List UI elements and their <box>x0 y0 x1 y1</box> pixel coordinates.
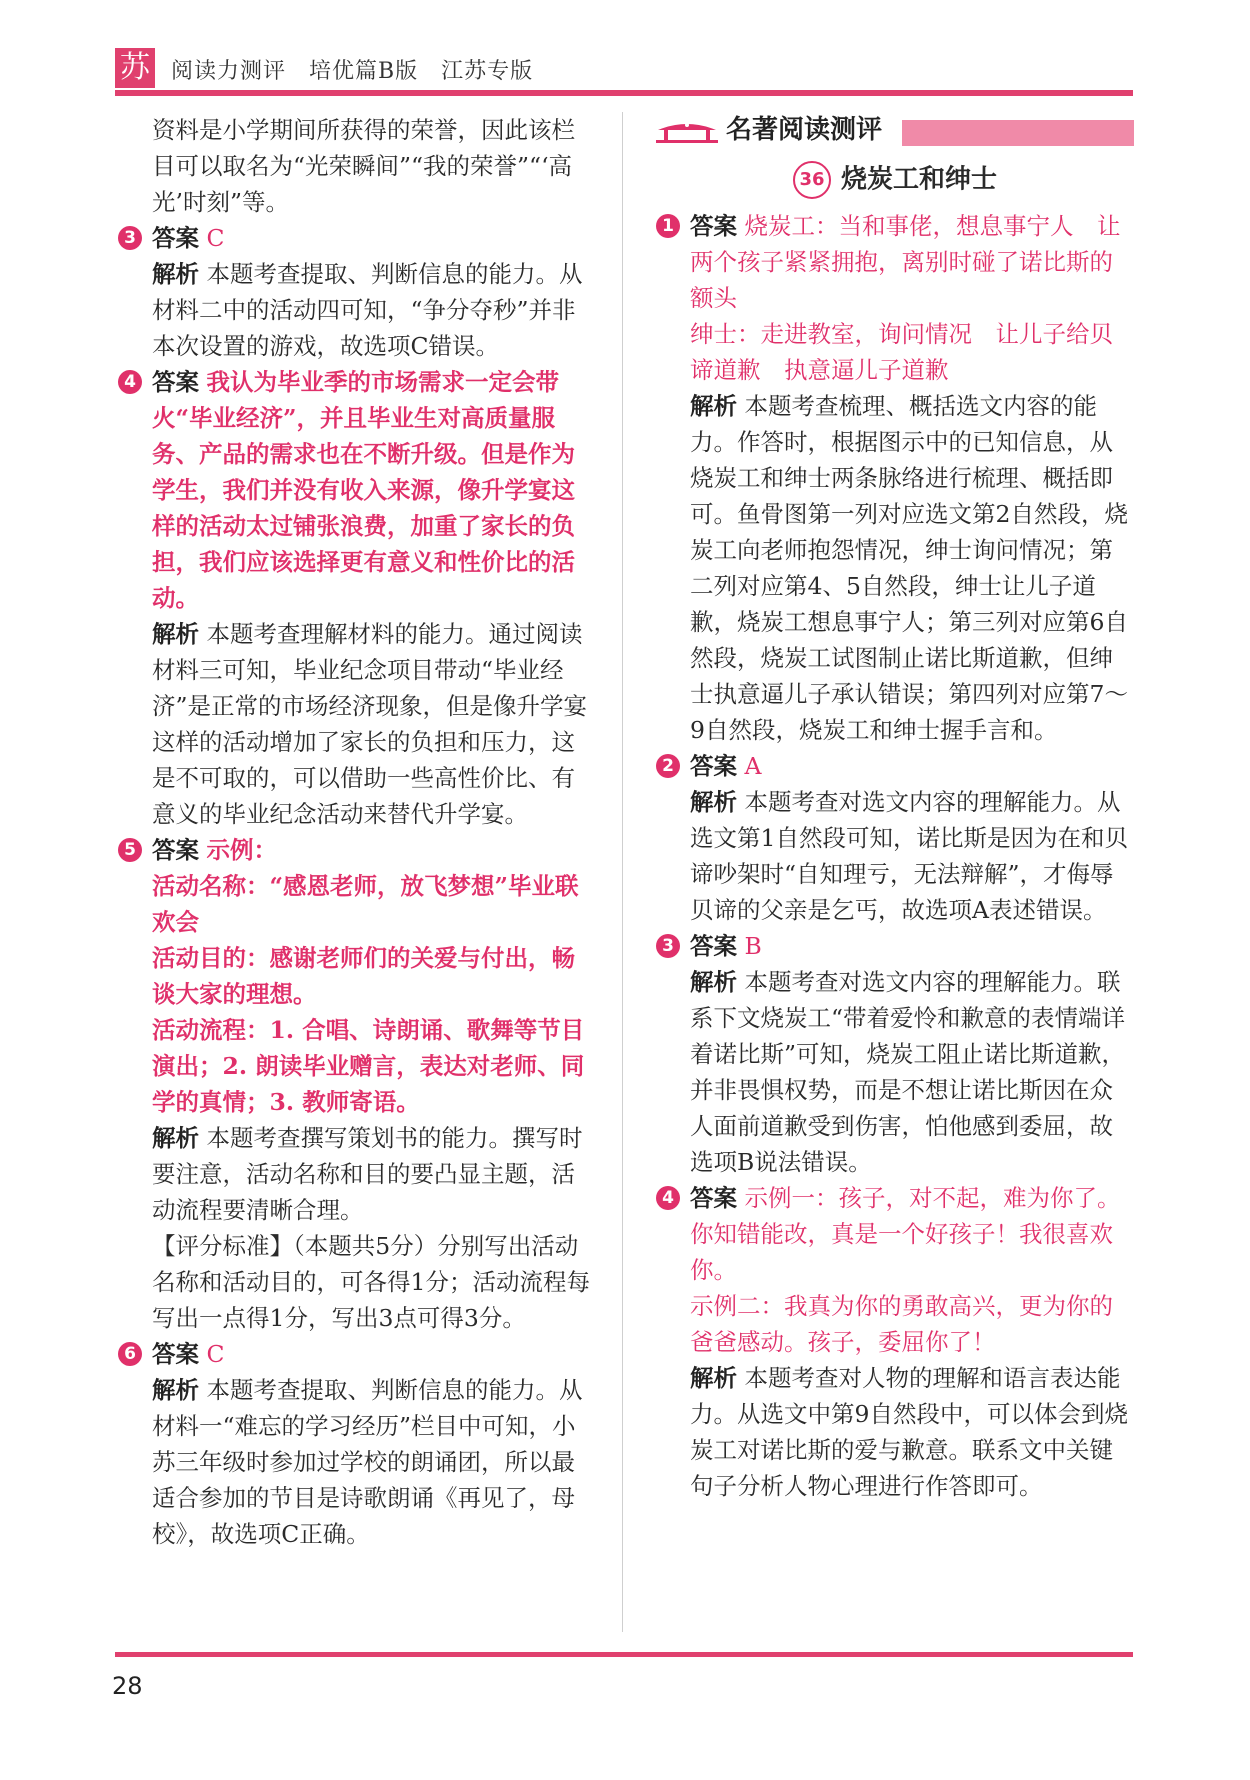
question-6-left <box>118 1336 593 1552</box>
answer-label: 答案 <box>690 752 737 780</box>
analysis-text: 本题考查对人物的理解和语言表达能力。从选文中第9自然段中，可以体会到烧炭工对诺比斯的爱与歉意。联系文中关键句子分析人物心理进行作答即可。 <box>690 1364 1128 1500</box>
question-4-left <box>118 364 593 832</box>
scoring-criteria: 【评分标准】（本题共5分）分别写出活动名称和活动目的，可各得1分；活动流程每写出一点得1分，写出3点可得3分。 <box>152 1232 590 1332</box>
question-number: 4 <box>118 370 142 394</box>
answer-text: 示例一：孩子，对不起，难为你了。你知错能改，真是一个好孩子！我很喜欢你。 <box>690 1184 1121 1284</box>
answer-label: 答案 <box>690 212 737 240</box>
analysis-label: 解析 <box>690 968 737 996</box>
question-number: 1 <box>656 214 680 238</box>
lesson-header <box>656 160 1134 202</box>
analysis-label: 解析 <box>690 1364 737 1392</box>
analysis-text: 本题考查对选文内容的理解能力。联系下文烧炭工“带着爱怜和歉意的表情端详着诺比斯”可知，烧炭工阻止诺比斯道歉，并非畏惧权势，而是不想让诺比斯因在众人面前道歉受到伤害，怕他感到委屈，故选项B说法错误。 <box>690 968 1126 1176</box>
analysis-text: 本题考查理解材料的能力。通过阅读材料三可知，毕业纪念项目带动“毕业经济”是正常的市场经济现象，但是像升学宴这样的活动增加了家长的负担和压力，这是不可取的，可以借助一些高性价比、有意义的毕业纪念活动来替代升学宴。 <box>152 620 588 828</box>
answer-text: 烧炭工：当和事佬，想息事宁人 让两个孩子紧紧拥抱，离别时碰了诺比斯的额头 <box>690 212 1121 312</box>
lesson-title: 烧炭工和绅士 <box>840 164 997 195</box>
analysis-label: 解析 <box>152 260 199 288</box>
answer-text: B <box>744 932 762 960</box>
header-rule <box>115 90 1133 96</box>
question-4-right <box>656 1180 1134 1504</box>
analysis-text: 本题考查梳理、概括选文内容的能力。作答时，根据图示中的已知信息，从烧炭工和绅士两条脉络进行梳理、概括即可。鱼骨图第一列对应选文第2自然段，烧炭工向老师抱怨情况，绅士询问情况；第二列对应第4、5自然段，绅士让儿子道歉，烧炭工想息事宁人；第三列对应第6自然段，烧炭工试图制止诺比斯道歉，但绅士执意逼儿子承认错误；第四列对应第7～9自然段，烧炭工和绅士握手言和。 <box>690 392 1128 744</box>
page-number: 28 <box>112 1672 143 1700</box>
question-5-left <box>118 832 593 1336</box>
section-header <box>656 112 1134 156</box>
question-3-right <box>656 928 1134 1180</box>
intro-text: 资料是小学期间所获得的荣誉，因此该栏目可以取名为“光荣瞬间”“我的荣誉”“‘高光’时刻”等。 <box>152 116 575 216</box>
answer-text: A <box>744 752 762 780</box>
answer-line: 活动名称：“感恩老师，放飞梦想”毕业联欢会 <box>152 872 579 936</box>
right-column <box>656 112 1134 1504</box>
answer-text: 绅士：走进教室，询问情况 让儿子给贝谛道歉 执意逼儿子道歉 <box>690 320 1113 384</box>
answer-label: 答案 <box>152 1340 199 1368</box>
answer-line: 活动流程：1. 合唱、诗朗诵、歌舞等节目演出；2. 朗读毕业赠言，表达对老师、同学的真情；3. 教师寄语。 <box>152 1016 585 1116</box>
question-1-right <box>656 208 1134 748</box>
section-bar <box>902 120 1134 146</box>
question-3-left <box>118 220 593 364</box>
answer-text: 示例二：我真为你的勇敢高兴，更为你的爸爸感动。孩子，委屈你了！ <box>690 1292 1113 1356</box>
book-title: 阅读力测评 培优篇B版 江苏专版 <box>171 59 534 84</box>
answer-intro: 示例： <box>206 836 277 864</box>
province-badge: 苏 <box>115 48 155 88</box>
question-number: 2 <box>656 754 680 778</box>
answer-label: 答案 <box>152 368 199 396</box>
question-number: 3 <box>118 226 142 250</box>
analysis-text: 本题考查提取、判断信息的能力。从材料一“难忘的学习经历”栏目中可知，小苏三年级时参加过学校的朗诵团，所以最适合参加的节目是诗歌朗诵《再见了，母校》，故选项C正确。 <box>152 1376 583 1548</box>
analysis-label: 解析 <box>690 392 737 420</box>
analysis-label: 解析 <box>152 620 199 648</box>
answer-text: C <box>206 1340 225 1368</box>
analysis-text: 本题考查对选文内容的理解能力。从选文第1自然段可知，诺比斯是因为在和贝谛吵架时“自知理亏，无法辩解”，才侮辱贝谛的父亲是乞丐，故选项A表述错误。 <box>690 788 1128 924</box>
question-number: 4 <box>656 1186 680 1210</box>
answer-label: 答案 <box>690 1184 737 1212</box>
section-title: 名著阅读测评 <box>726 115 883 145</box>
answer-label: 答案 <box>152 836 199 864</box>
analysis-label: 解析 <box>152 1124 199 1152</box>
analysis-label: 解析 <box>152 1376 199 1404</box>
analysis-text: 本题考查提取、判断信息的能力。从材料二中的活动四可知，“争分夺秒”并非本次设置的游戏，故选项C错误。 <box>152 260 583 360</box>
analysis-text: 本题考查撰写策划书的能力。撰写时要注意，活动名称和目的要凸显主题，活动流程要清晰合理。 <box>152 1124 583 1224</box>
pavilion-icon <box>656 116 718 144</box>
question-number: 5 <box>118 838 142 862</box>
answer-label: 答案 <box>690 932 737 960</box>
column-divider <box>622 112 623 1632</box>
answer-text: C <box>206 224 225 252</box>
answer-line: 活动目的：感谢老师们的关爱与付出，畅谈大家的理想。 <box>152 944 575 1008</box>
question-number: 3 <box>656 934 680 958</box>
answer-label: 答案 <box>152 224 199 252</box>
lesson-number: 36 <box>793 161 831 199</box>
question-number: 6 <box>118 1342 142 1366</box>
footer-rule <box>115 1652 1133 1657</box>
answer-text: 我认为毕业季的市场需求一定会带火“毕业经济”，并且毕业生对高质量服务、产品的需求也在不断升级。但是作为学生，我们并没有收入来源，像升学宴这样的活动太过铺张浪费，加重了家长的负担，我们应该选择更有意义和性价比的活动。 <box>152 368 575 612</box>
analysis-label: 解析 <box>690 788 737 816</box>
page-header <box>115 48 1133 94</box>
question-2-right <box>656 748 1134 928</box>
left-column <box>118 112 593 1552</box>
